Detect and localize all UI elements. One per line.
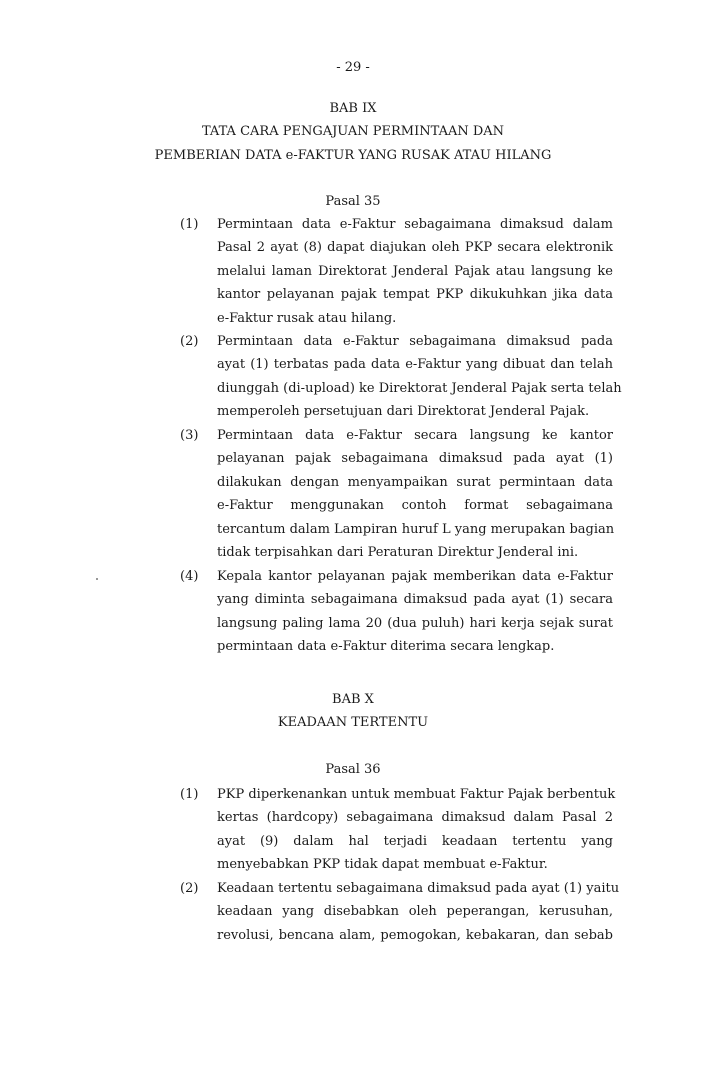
paragraph-line: Keadaan tertentu sebagaimana dimaksud pada ayat (1) yaitu bbox=[217, 881, 620, 896]
bab-x-heading: BAB X bbox=[332, 692, 374, 707]
paragraph-line: memperoleh persetujuan dari Direktorat Jenderal Pajak. bbox=[217, 404, 590, 420]
paragraph-line: kantor pelayanan pajak tempat PKP dikukuhkan jika data bbox=[217, 287, 613, 303]
paragraph-line: ayat (9) dalam hal terjadi keadaan tertentu yang bbox=[217, 833, 613, 849]
paragraph-line: diunggah (di-upload) ke Direktorat Jenderal Pajak serta telah bbox=[217, 380, 622, 396]
paragraph-line: Permintaan data e-Faktur secara langsung ke kantor bbox=[217, 428, 613, 443]
item-number: (3) bbox=[180, 428, 199, 443]
paragraph-line: melalui laman Direktorat Jenderal Pajak atau langsung ke bbox=[217, 263, 613, 279]
paragraph-line: Pasal 2 ayat (8) dapat diajukan oleh PKP secara elektronik bbox=[217, 240, 613, 256]
bab-x-title: KEADAAN TERTENTU bbox=[277, 715, 429, 730]
bab-ix-title-line-1: TATA CARA PENGAJUAN PERMINTAAN DAN bbox=[201, 124, 505, 139]
item-number: (2) bbox=[180, 881, 199, 896]
paragraph-line: pelayanan pajak sebagaimana dimaksud pada ayat (1) bbox=[217, 451, 613, 467]
paragraph-line: ayat (1) terbatas pada data e-Faktur yang dibuat dan telah bbox=[217, 357, 613, 373]
paragraph-line: dilakukan dengan menyampaikan surat permintaan data bbox=[217, 474, 613, 490]
item-number: (2) bbox=[180, 334, 199, 349]
item-number: (1) bbox=[180, 217, 199, 232]
paragraph-line: yang diminta sebagaimana dimaksud pada ayat (1) secara bbox=[217, 592, 613, 608]
paragraph-line: e-Faktur menggunakan contoh format sebagaimana bbox=[217, 498, 613, 514]
item-number: (4) bbox=[180, 569, 199, 584]
paragraph-line: revolusi, bencana alam, pemogokan, kebakaran, dan sebab bbox=[217, 927, 613, 943]
paragraph-line: PKP diperkenankan untuk membuat Faktur Pajak berbentuk bbox=[217, 787, 616, 802]
paragraph-line: Permintaan data e-Faktur sebagaimana dimaksud pada bbox=[217, 334, 613, 349]
paragraph-line: permintaan data e-Faktur diterima secara lengkap. bbox=[217, 639, 555, 655]
bab-ix-heading: BAB IX bbox=[329, 101, 377, 116]
scan-speck bbox=[96, 578, 98, 580]
pasal-35-heading: Pasal 35 bbox=[325, 194, 381, 209]
paragraph-line: tercantum dalam Lampiran huruf L yang merupakan bagian bbox=[217, 521, 615, 537]
paragraph-line: e-Faktur rusak atau hilang. bbox=[217, 310, 397, 326]
bab-ix-title-line-2: PEMBERIAN DATA e-FAKTUR YANG RUSAK ATAU HILANG bbox=[154, 148, 552, 163]
paragraph-line: langsung paling lama 20 (dua puluh) hari kerja sejak surat bbox=[217, 615, 613, 631]
page-number: - 29 - bbox=[336, 60, 370, 75]
paragraph-line: tidak terpisahkan dari Peraturan Direktur Jenderal ini. bbox=[217, 545, 579, 560]
paragraph-line: kertas (hardcopy) sebagaimana dimaksud dalam Pasal 2 bbox=[217, 810, 613, 826]
paragraph-line: Kepala kantor pelayanan pajak memberikan data e-Faktur bbox=[217, 569, 613, 584]
paragraph-line: menyebabkan PKP tidak dapat membuat e-Faktur. bbox=[217, 857, 548, 873]
pasal-36-heading: Pasal 36 bbox=[325, 762, 381, 777]
item-number: (1) bbox=[180, 787, 199, 802]
paragraph-line: keadaan yang disebabkan oleh peperangan, kerusuhan, bbox=[217, 904, 613, 920]
paragraph-line: Permintaan data e-Faktur sebagaimana dimaksud dalam bbox=[217, 217, 613, 232]
